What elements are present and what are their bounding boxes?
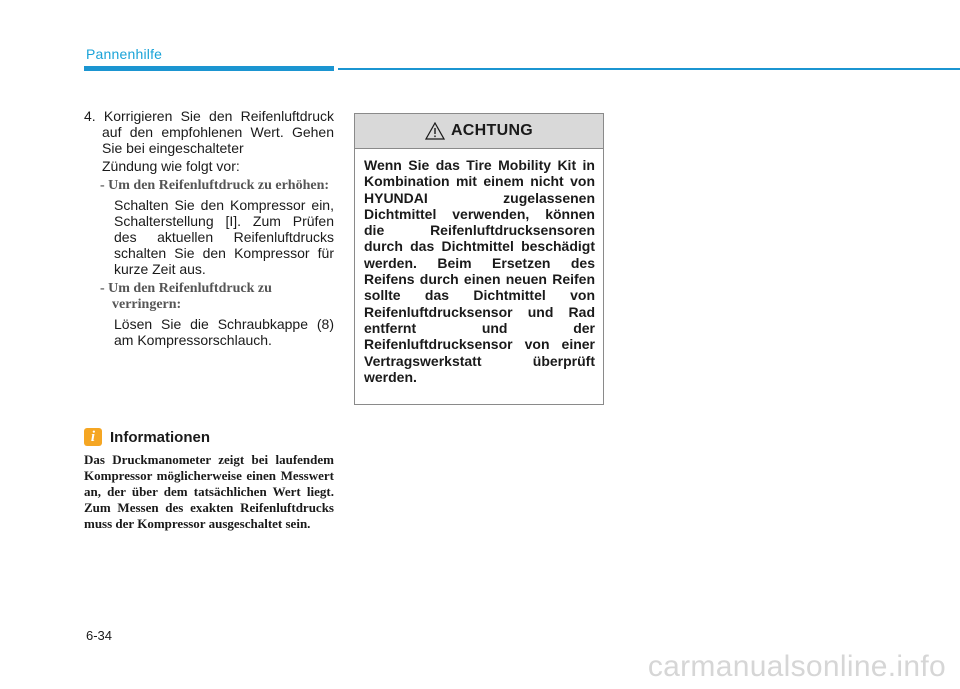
- info-text: Das Druckmanometer zeigt bei laufendem Kompressor möglicherweise einen Messwert an, der über dem tatsächlichen Wert liegt. Zum Messen des exakten Reifenluftdrucks muss der Kompressor ausgeschaltet sein.: [84, 452, 334, 531]
- step-4-text: 4. Korrigieren Sie den Reifenluftdruck auf den empfohlenen Wert. Gehen Sie bei eingeschalteter: [84, 108, 334, 156]
- watermark: carmanualsonline.info: [647, 650, 946, 683]
- increase-pressure-text: Schalten Sie den Kompressor ein, Schalterstellung [I]. Zum Prüfen des aktuellen Reifenluftdrucks schalten Sie den Kompressor für kurze Zeit aus.: [114, 197, 334, 277]
- decrease-pressure-text: Lösen Sie die Schraubkappe (8) am Kompressorschlauch.: [114, 316, 334, 348]
- header-rule-thick: [84, 66, 334, 71]
- warning-triangle-icon: [425, 122, 445, 140]
- warning-box: [354, 113, 604, 405]
- page-number: 6-34: [86, 628, 113, 643]
- instructions-column: [84, 108, 334, 348]
- decrease-pressure-heading: - Um den Reifenluftdruck zu verringern:: [100, 281, 272, 312]
- header-rule-thin: [338, 68, 960, 70]
- increase-pressure-heading: - Um den Reifenluftdruck zu erhöhen:: [100, 178, 330, 193]
- warning-header: [355, 114, 603, 149]
- warning-title: ACHTUNG: [450, 122, 534, 139]
- info-icon: i: [84, 428, 102, 446]
- info-title: Informationen: [110, 428, 210, 446]
- info-heading: [84, 428, 334, 446]
- warning-text: Wenn Sie das Tire Mobility Kit in Kombination mit einem nicht von HYUNDAI zugelassenen Dichtmittel verwenden, können die Reifenluftdrucksensoren durch das Dichtmittel beschädigt werden. Beim Ersetzen des Reifens durch einen neuen Reifen sollte das Dichtmittel von Reifenluftdrucksensor und Rad entfernt und der Reifenluftdrucksensor von einer Vertragswerkstatt überprüft werden.: [364, 157, 595, 385]
- section-title: Pannenhilfe: [86, 46, 163, 62]
- step-4-continuation: Zündung wie folgt vor:: [102, 158, 240, 174]
